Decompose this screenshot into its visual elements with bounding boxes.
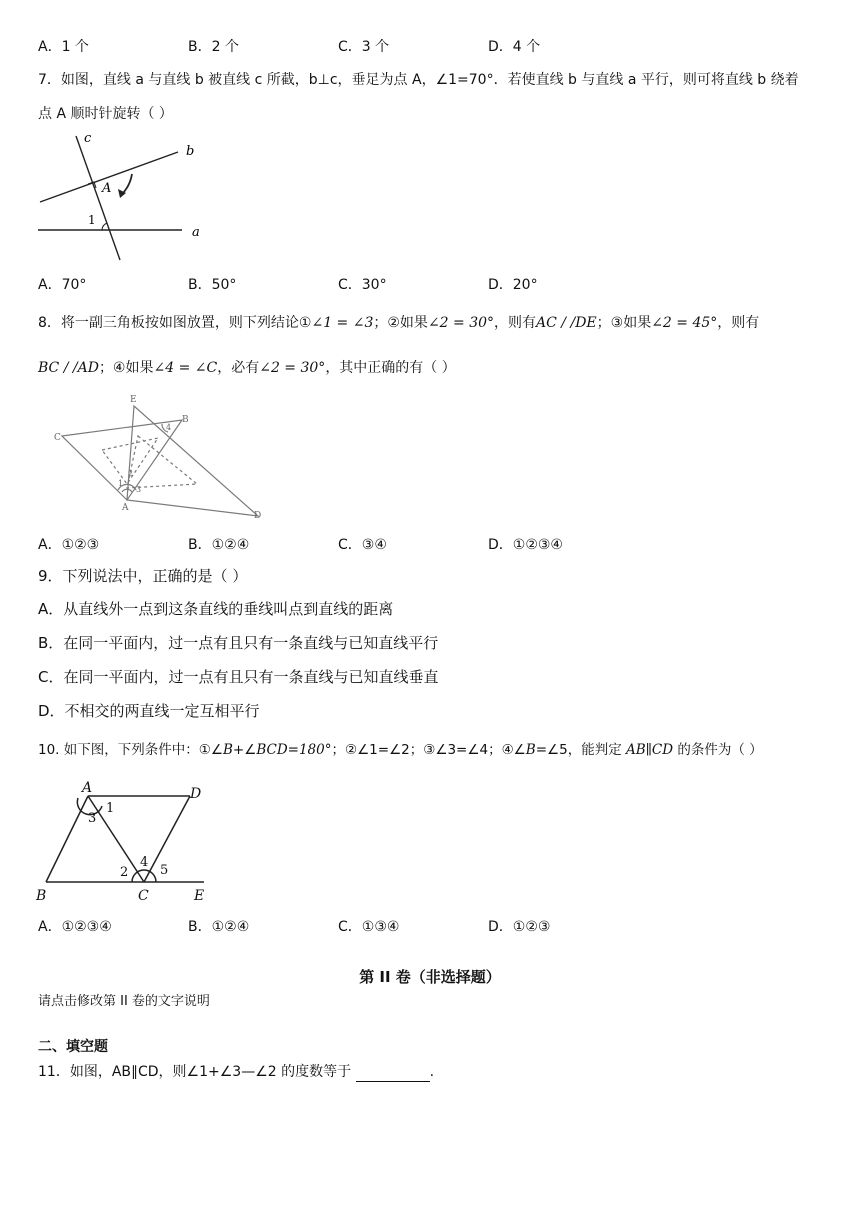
text: ；②∠1=∠2；③∠3=∠4；④∠ xyxy=(331,742,526,758)
label-D: D xyxy=(254,511,262,520)
q8-figure xyxy=(54,392,268,520)
angle-arc-c xyxy=(132,870,156,882)
label-B: B xyxy=(36,888,47,904)
triangle-ead xyxy=(127,406,258,516)
text: 10. 如下图，下列条件中：①∠ xyxy=(38,742,223,758)
line-ab xyxy=(46,796,88,882)
text: 8．将一副三角板按如图放置，则下列结论① xyxy=(38,315,312,331)
label-a: a xyxy=(192,225,200,240)
option-d: D．①②③ xyxy=(488,919,551,935)
label-1: 1 xyxy=(88,213,96,227)
option-c: C．①③④ xyxy=(338,919,400,935)
line-ac xyxy=(88,796,144,882)
text: ；③如果 xyxy=(596,315,652,331)
text: ，则有 xyxy=(717,315,760,331)
text: +∠ xyxy=(232,742,257,758)
label-C: C xyxy=(54,433,61,443)
label-C: C xyxy=(138,888,149,904)
text: ，其中正确的有（ ） xyxy=(325,360,456,376)
math: ∠2 = 30° xyxy=(259,360,326,376)
label-A: A xyxy=(102,181,112,196)
label-5: 5 xyxy=(160,863,169,878)
math: ∠1 = ∠3 xyxy=(311,315,374,331)
line-c xyxy=(76,136,120,260)
math: ∠2 = 30° xyxy=(427,315,495,331)
math: BCD=180° xyxy=(256,742,332,758)
text: 11．如图，AB∥CD，则∠1+∠3—∠2 的度数等于 xyxy=(38,1064,352,1080)
option-d: D．①②③④ xyxy=(488,537,563,553)
option-b: B．50° xyxy=(188,277,237,293)
option-a: A．70° xyxy=(38,277,87,293)
q9-choice-c: C．在同一平面内，过一点有且只有一条直线与已知直线垂直 xyxy=(38,668,439,686)
text: ，则有 xyxy=(494,315,537,331)
text: ，必有 xyxy=(217,360,260,376)
math: BC / /AD xyxy=(38,360,99,376)
q8-stem-line1 xyxy=(38,313,759,333)
inner-dashed-2 xyxy=(127,436,197,488)
q10-figure xyxy=(34,776,214,904)
label-E: E xyxy=(130,395,137,405)
q10-options xyxy=(38,916,818,936)
q7-stem-line2: 点 A 顺时针旋转（ ） xyxy=(38,106,173,122)
label-1: 1 xyxy=(106,801,115,816)
q6-options xyxy=(38,36,818,56)
q8-options xyxy=(38,534,818,554)
part2-note[interactable]: 请点击修改第 II 卷的文字说明 xyxy=(38,994,210,1009)
label-2: 2 xyxy=(128,469,134,478)
option-b: B．①②④ xyxy=(188,919,250,935)
q7-figure xyxy=(36,130,216,268)
q10-stem xyxy=(38,740,763,760)
text: ∠5，能判定 xyxy=(547,742,626,758)
math: AC / /DE xyxy=(536,315,597,331)
q11-stem xyxy=(38,1062,434,1082)
angle-1-arc xyxy=(102,223,107,230)
option-c: C．30° xyxy=(338,277,387,293)
label-c: c xyxy=(84,131,92,146)
q7-stem-line1: 7．如图，直线 a 与直线 b 被直线 c 所截，b⊥c，垂足为点 A，∠1=70°．若使直线 b 与直线 a 平行，则可将直线 b 绕着 xyxy=(38,72,799,88)
label-B: B xyxy=(182,415,189,425)
option-a: A．1 个 xyxy=(38,39,89,55)
math: ∠4 = ∠C xyxy=(153,360,218,376)
answer-blank[interactable] xyxy=(356,1067,430,1082)
q9-choice-d: D．不相交的两直线一定互相平行 xyxy=(38,702,260,720)
q9-choice-b: B．在同一平面内，过一点有且只有一条直线与已知直线平行 xyxy=(38,634,439,652)
section-heading: 二、填空题 xyxy=(38,1039,108,1055)
rotation-arrow xyxy=(122,174,132,194)
label-3: 3 xyxy=(136,485,142,494)
label-D: D xyxy=(190,786,202,802)
text: 的条件为（ ） xyxy=(673,742,763,758)
math: ∠2 = 45° xyxy=(651,315,718,331)
option-a: A．①②③④ xyxy=(38,919,112,935)
label-4: 4 xyxy=(140,855,149,870)
option-b: B．2 个 xyxy=(188,39,239,55)
label-E: E xyxy=(194,888,205,904)
option-d: D．20° xyxy=(488,277,538,293)
q9-choice-a: A．从直线外一点到这条直线的垂线叫点到直线的距离 xyxy=(38,600,394,618)
text: . xyxy=(429,1064,435,1080)
q8-stem-line2 xyxy=(38,358,456,378)
math: B= xyxy=(525,742,548,758)
label-4: 4 xyxy=(166,423,172,432)
q7-options xyxy=(38,274,818,294)
option-c: C．3 个 xyxy=(338,39,390,55)
option-a: A．①②③ xyxy=(38,537,100,553)
text: ；④如果 xyxy=(98,360,154,376)
part2-title: 第 II 卷（非选择题） xyxy=(359,968,501,986)
label-1: 1 xyxy=(118,479,124,488)
label-b: b xyxy=(186,144,195,159)
label-2: 2 xyxy=(120,865,129,880)
q9-stem: 9．下列说法中，正确的是（ ） xyxy=(38,567,248,585)
text: ；②如果 xyxy=(373,315,428,331)
math: B xyxy=(222,742,233,758)
label-A: A xyxy=(82,780,93,796)
option-c: C．③④ xyxy=(338,537,387,553)
label-A: A xyxy=(122,503,129,513)
math: AB∥CD xyxy=(626,742,674,758)
option-d: D．4 个 xyxy=(488,39,541,55)
angle-arc xyxy=(122,489,132,492)
option-b: B．①②④ xyxy=(188,537,250,553)
label-3: 3 xyxy=(88,811,97,826)
